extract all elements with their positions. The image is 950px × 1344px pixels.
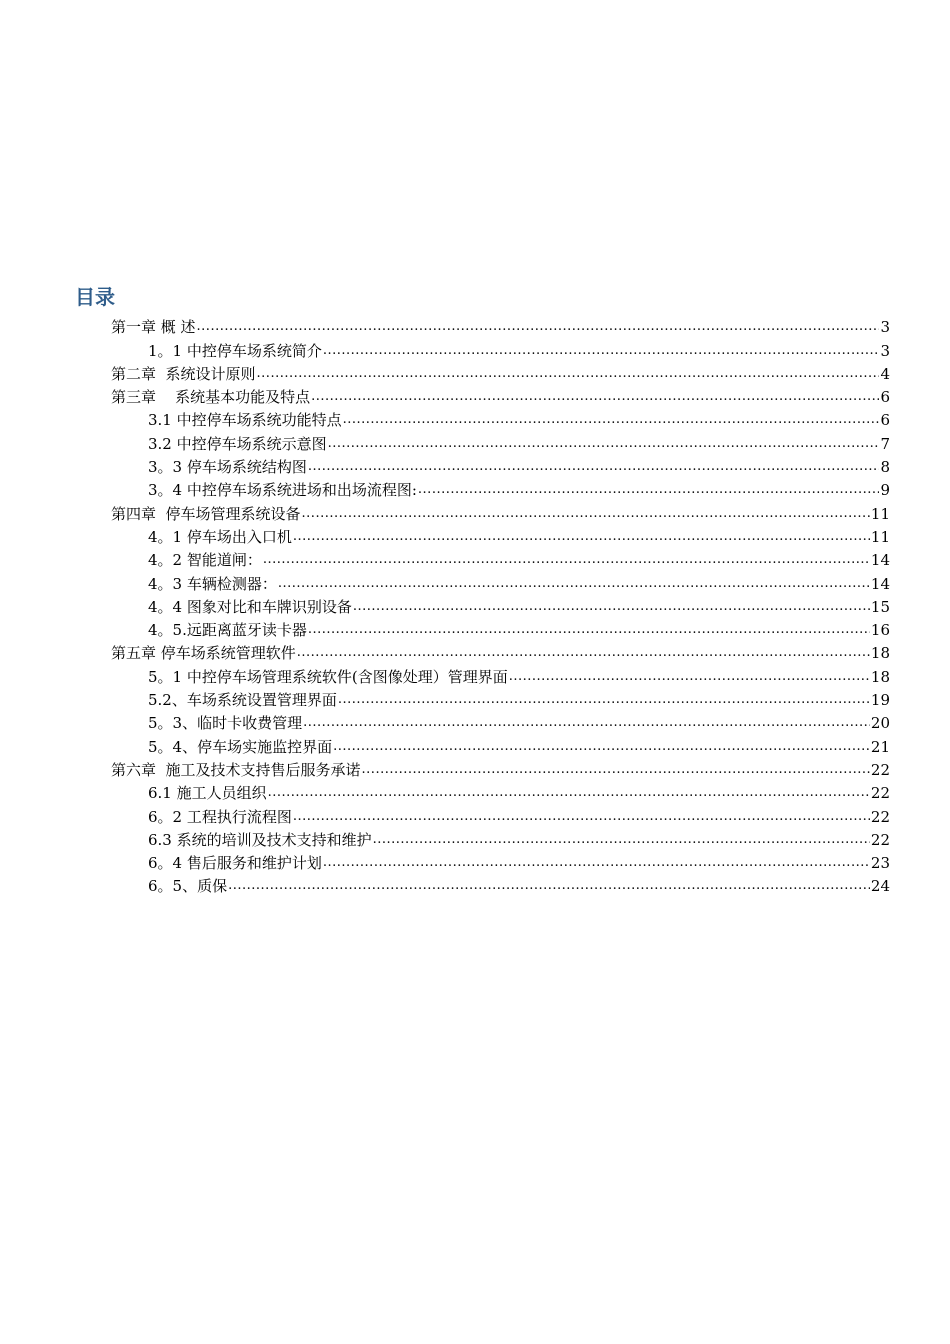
- toc-page-number: 18: [870, 667, 890, 686]
- toc-dot-leader: [311, 388, 879, 406]
- toc-entry-title: 6.1 施工人员组织: [148, 784, 267, 803]
- toc-entry-title: 第六章 施工及技术支持售后服务承诺: [111, 760, 361, 779]
- toc-page-number: 22: [870, 784, 890, 803]
- toc-entry-1-1[interactable]: [0, 336, 950, 359]
- toc-entry-chapter-1[interactable]: [0, 313, 950, 336]
- toc-entry-title: 4。3 车辆检测器：: [148, 574, 277, 593]
- toc-entry-chapter-4[interactable]: [0, 499, 950, 522]
- toc-entry-title: 5。1 中控停车场管理系统软件(含图像处理）管理界面: [148, 667, 508, 686]
- toc-entry-6-3[interactable]: [0, 826, 950, 849]
- toc-entry-title: 4。1 停车场出入口机: [148, 527, 292, 546]
- toc-dot-leader: [308, 458, 880, 476]
- toc-page-number: 22: [870, 830, 890, 849]
- toc-dot-leader: [333, 738, 870, 756]
- toc-page-number: 15: [870, 597, 890, 616]
- toc-dot-leader: [303, 714, 870, 732]
- toc-dot-leader: [362, 761, 870, 779]
- toc-entry-title: 3.2 中控停车场系统示意图: [148, 434, 327, 453]
- toc-page-number: 11: [870, 527, 890, 546]
- toc-page-number: 7: [880, 434, 890, 453]
- toc-entry-title: 第四章 停车场管理系统设备: [111, 504, 301, 523]
- toc-page-number: 4: [880, 364, 890, 383]
- toc-dot-leader: [228, 877, 870, 895]
- toc-page-number: 14: [870, 574, 890, 593]
- toc-page-number: 14: [870, 551, 890, 570]
- toc-dot-leader: [297, 644, 870, 662]
- toc-dot-leader: [323, 854, 870, 872]
- toc-dot-leader: [353, 598, 870, 616]
- toc-dot-leader: [278, 575, 870, 593]
- toc-entry-chapter-3[interactable]: [0, 383, 950, 406]
- toc-entry-title: 6.3 系统的培训及技术支持和维护: [148, 830, 372, 849]
- toc-entry-title: 3。3 停车场系统结构图: [148, 458, 307, 477]
- toc-entry-title: 6。2 工程执行流程图: [148, 807, 292, 826]
- toc-page-number: 6: [880, 411, 890, 430]
- toc-page-number: 16: [870, 621, 890, 640]
- toc-entry-title: 6。4 售后服务和维护计划: [148, 854, 322, 873]
- toc-dot-leader: [268, 784, 870, 802]
- toc-entry-title: 6。5、质保: [148, 877, 228, 896]
- toc-entry-3-3[interactable]: [0, 453, 950, 476]
- toc-entry-title: 5。4、停车场实施监控界面: [148, 737, 333, 756]
- toc-entry-title: 第三章 系统基本功能及特点: [111, 388, 311, 407]
- toc-entry-5-4[interactable]: [0, 732, 950, 755]
- toc-page-number: 21: [870, 737, 890, 756]
- toc-page-number: 9: [880, 481, 890, 500]
- toc-entry-4-5[interactable]: [0, 616, 950, 639]
- toc-entry-chapter-6[interactable]: [0, 756, 950, 779]
- toc-page-number: 3: [880, 341, 890, 360]
- toc-dot-leader: [293, 528, 870, 546]
- toc-page-number: 11: [870, 504, 890, 523]
- toc-dot-leader: [197, 318, 880, 336]
- toc-entry-chapter-2[interactable]: [0, 360, 950, 383]
- toc-entry-5-3[interactable]: [0, 709, 950, 732]
- toc-entry-3-2[interactable]: [0, 429, 950, 452]
- toc-dot-leader: [257, 365, 880, 383]
- toc-entry-4-3[interactable]: [0, 569, 950, 592]
- toc-entry-6-5[interactable]: [0, 872, 950, 895]
- toc-page-number: 8: [880, 458, 890, 477]
- toc-entry-3-1[interactable]: [0, 406, 950, 429]
- toc-list: [0, 313, 950, 895]
- toc-dot-leader: [343, 411, 880, 429]
- toc-page-number: 24: [870, 877, 890, 896]
- toc-entry-chapter-5[interactable]: [0, 639, 950, 662]
- toc-entry-title: 3。4 中控停车场系统进场和出场流程图:: [148, 481, 417, 500]
- toc-dot-leader: [509, 668, 870, 686]
- toc-entry-title: 4。2 智能道闸：: [148, 551, 262, 570]
- toc-entry-title: 第五章 停车场系统管理软件: [111, 644, 296, 663]
- toc-dot-leader: [308, 621, 870, 639]
- toc-entry-title: 1。1 中控停车场系统简介: [148, 341, 322, 360]
- toc-page-number: 23: [870, 854, 890, 873]
- toc-entry-title: 4。4 图象对比和车牌识别设备: [148, 597, 352, 616]
- toc-page-number: 22: [870, 807, 890, 826]
- toc-entry-title: 3.1 中控停车场系统功能特点: [148, 411, 342, 430]
- toc-dot-leader: [323, 342, 880, 360]
- toc-dot-leader: [302, 505, 870, 523]
- toc-page-number: 6: [880, 388, 890, 407]
- toc-heading: 目录: [75, 285, 115, 309]
- toc-page-number: 18: [870, 644, 890, 663]
- toc-entry-5-1[interactable]: [0, 662, 950, 685]
- toc-entry-title: 5.2、车场系统设置管理界面: [148, 691, 337, 710]
- toc-page-number: 20: [870, 714, 890, 733]
- toc-page-number: 22: [870, 760, 890, 779]
- toc-dot-leader: [263, 551, 870, 569]
- toc-entry-title: 5。3、临时卡收费管理: [148, 714, 303, 733]
- toc-dot-leader: [293, 808, 870, 826]
- toc-dot-leader: [418, 481, 880, 499]
- toc-entry-6-2[interactable]: [0, 802, 950, 825]
- toc-entry-3-4[interactable]: [0, 476, 950, 499]
- toc-dot-leader: [373, 831, 870, 849]
- toc-entry-title: 第一章 概 述: [111, 318, 196, 337]
- toc-entry-6-1[interactable]: [0, 779, 950, 802]
- toc-entry-4-2[interactable]: [0, 546, 950, 569]
- toc-entry-4-4[interactable]: [0, 593, 950, 616]
- toc-page-number: 19: [870, 691, 890, 710]
- toc-dot-leader: [338, 691, 870, 709]
- toc-dot-leader: [328, 435, 880, 453]
- toc-entry-6-4[interactable]: [0, 849, 950, 872]
- toc-entry-5-2[interactable]: [0, 686, 950, 709]
- toc-entry-4-1[interactable]: [0, 523, 950, 546]
- toc-entry-title: 4。5.远距离蓝牙读卡器: [148, 621, 307, 640]
- toc-page-number: 3: [880, 318, 890, 337]
- toc-entry-title: 第二章 系统设计原则: [111, 364, 256, 383]
